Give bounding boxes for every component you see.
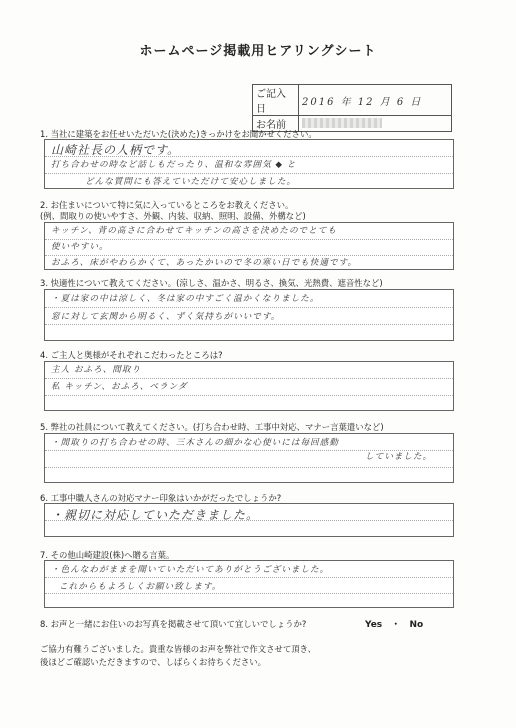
yes-option[interactable]: Yes [365,620,383,630]
answer-box-4 [44,361,454,411]
answer-6-line-1: ・親切に対応していただきました。 [51,508,260,522]
answer-1-line-2: 打ち合わせの時など話しもだったり、温和な雰囲気 ◆ と [51,160,297,170]
footer-line-2: 後ほどご確認いただきますので、しばらくお待ちください。 [40,657,266,667]
answer-box-7 [44,560,454,608]
answer-3-line-2: 窓に対して玄関から明るく、ずく気持ちがいいです。 [51,312,281,322]
separator-dot: ・ [391,620,401,630]
answer-4-line-1: 主人 おふろ、間取り [51,365,142,375]
question-1-label: 1. 当社に建築をお任せいただいた(決めた)きっかけをお聞かせください。 [40,129,317,139]
question-7-label: 7. その他山崎建設(株)へ贈る言葉。 [40,550,175,560]
answer-1-line-3: どんな質問にも答えていただけて安心しました。 [85,177,297,187]
question-8-label: 8. お声と一緒にお住いのお写真を掲載させて頂いて宜しいでしょうか? [40,619,307,629]
question-4-label: 4. ご主人と奥様がそれぞれこだわったところは? [40,350,223,360]
answer-2-line-1: キッチン、背の高さに合わせてキッチンの高さを決めたのでとても [51,226,337,236]
info-table [252,84,452,132]
question-2-label: 2. お住まいについて特に気に入っているところをお教えください。 [40,200,294,210]
answer-2-line-2: 使いやすい。 [51,242,109,252]
redacted-name [302,118,382,128]
footer-line-1: ご協力有難うございました。貴重な皆様のお声を弊社で作文させて頂き、 [40,644,317,654]
answer-7-line-1: ・色んなわがままを聞いていただいてありがとうございました。 [51,565,330,575]
date-value: 2016 年 12 月 6 日 [299,85,452,116]
answer-1-line-1: 山崎社長の人柄です。 [51,143,181,157]
no-option[interactable]: No [409,620,424,630]
answer-box-5 [44,433,454,483]
answer-box-6 [44,503,454,537]
yes-no-options [365,617,423,630]
answer-7-line-2: これからもよろしくお願い致します。 [59,582,222,592]
question-5-label: 5. 弊社の社員について教えてください。(打ち合わせ時、工事中対応、マナー言葉遣いなど) [40,422,384,432]
answer-5-line-1: ・間取りの打ち合わせの時、三木さんの細かな心使いには毎回感動 [51,438,339,448]
answer-box-1 [44,139,454,189]
answer-3-line-1: ・夏は家の中は涼しく、冬は家の中すごく温かくなりました。 [51,294,320,304]
question-6-label: 6. 工事中職人さんの対応マナー印象はいかがだったでしょうか? [40,493,282,503]
question-3-label: 3. 快適性について教えてください。(涼しさ、温かさ、明るさ、換気、光熱費、遮音性など) [40,278,383,288]
answer-4-line-2: 私 キッチン、おふろ、ベランダ [51,382,188,392]
question-2-examples: (例、間取りの使いやすさ、外観、内装、収納、照明、設備、外構など) [40,211,306,221]
date-label: ご記入日 [253,85,299,116]
answer-5-line-2: していました。 [365,452,433,462]
sheet-title: ホームページ掲載用ヒアリングシート [139,44,377,59]
answer-box-3 [44,289,454,341]
answer-box-2 [44,222,454,270]
answer-2-line-3: おふろ、床がやわらかくて、あったかいので冬の寒い日でも快適です。 [51,258,358,268]
name-label: お名前 [253,116,299,132]
name-value [299,116,452,132]
